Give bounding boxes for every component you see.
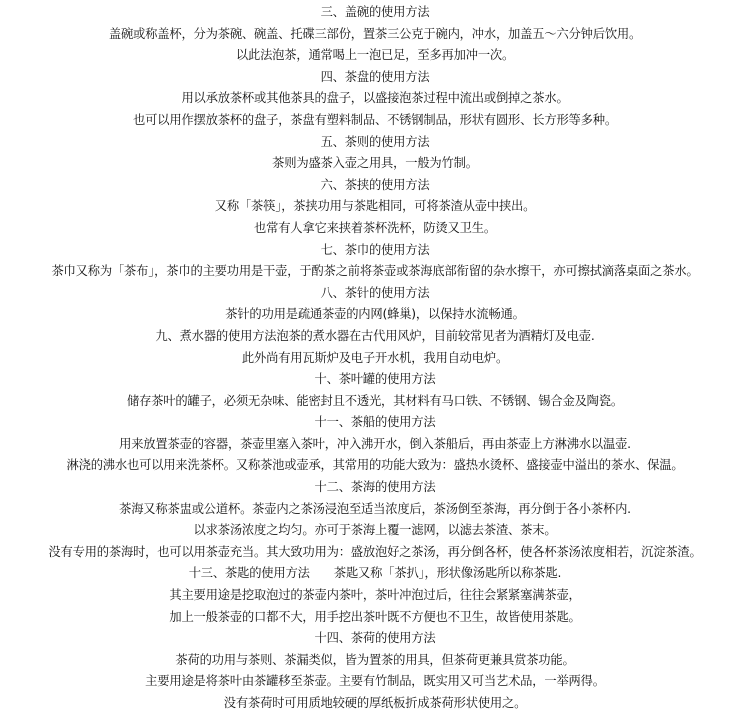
paragraph-line: 十三、茶匙的使用方法 茶匙又称「茶扒」，形状像汤匙所以称茶匙.: [188, 566, 562, 581]
section-heading-tea-pitcher: 十二、茶海的使用方法: [314, 480, 436, 495]
paragraph-line: 没有专用的茶海时，也可以用茶壶充当。其大致功用为：盛放泡好之茶汤，再分倒各杯，使各杯茶汤浓度相若，沉淀茶渣。: [48, 544, 702, 559]
paragraph-line: 茶针的功用是疏通茶壶的内网(蜂巢)，以保持水流畅通。: [225, 307, 525, 322]
paragraph-line: 盖碗或称盖杯，分为茶碗、碗盖、托碟三部份，置茶三公克于碗内，冲水，加盖五～六分钟后饮用。: [108, 26, 642, 41]
section-heading-tea-caddy: 十、茶叶罐的使用方法: [314, 372, 436, 387]
paragraph-line: 没有茶荷时可用质地较硬的厚纸板折成茶荷形状使用之。: [223, 696, 527, 710]
paragraph-line: 九、煮水器的使用方法泡茶的煮水器在古代用风炉，目前较常见者为酒精灯及电壶.: [155, 328, 595, 343]
section-heading-tea-tongs: 六、茶挟的使用方法: [320, 177, 430, 192]
paragraph-line: 也可以用作摆放茶杯的盘子，茶盘有塑料制品、不锈钢制品，形状有圆形、长方形等多种。: [133, 112, 617, 127]
section-heading-tea-scoop: 五、茶则的使用方法: [320, 134, 430, 149]
paragraph-line: 以求茶汤浓度之均匀。亦可于茶海上覆一滤网，以滤去茶渣、茶末。: [193, 523, 557, 538]
paragraph-line: 加上一般茶壶的口都不大，用手挖出茶叶既不方便也不卫生，故皆使用茶匙。: [169, 609, 581, 624]
paragraph-line: 用来放置茶壶的容器，茶壶里塞入茶叶，冲入沸开水，倒入茶船后，再由茶壶上方淋沸水以温壶.: [119, 436, 631, 451]
paragraph-line: 又称「茶筷」，茶挟功用与茶匙相同，可将茶渣从壶中挟出。: [214, 199, 536, 214]
paragraph-line: 茶巾又称为「茶布」，茶巾的主要功用是干壶，于酌茶之前将茶壶或茶海底部衔留的杂水擦干，亦可擦拭滴落桌面之茶水。: [51, 264, 699, 279]
paragraph-line: 主要用途是将茶叶由茶罐移至茶壶。主要有竹制品，既实用又可当艺术品，一举两得。: [145, 674, 605, 689]
section-heading-tea-boat: 十一、茶船的使用方法: [314, 415, 436, 430]
section-heading-tea-needle: 八、茶针的使用方法: [320, 285, 430, 300]
paragraph-line: 茶海又称茶盅或公道杯。茶壶内之茶汤浸泡至适当浓度后，茶汤倒至茶海，再分倒于各小茶杯内.: [119, 501, 631, 516]
section-heading-tea-holder: 十四、茶荷的使用方法: [314, 631, 436, 646]
section-heading-tea-tray: 四、茶盘的使用方法: [320, 69, 430, 84]
paragraph-line: 茶则为盛茶入壶之用具，一般为竹制。: [272, 156, 478, 171]
paragraph-line: 储存茶叶的罐子，必须无杂味、能密封且不透光，其材料有马口铁、不锈钢、锡合金及陶瓷。: [127, 393, 623, 408]
paragraph-line: 也常有人拿它来挟着茶杯洗杯，防烫又卫生。: [254, 220, 496, 235]
document-body: [0, 2, 750, 715]
paragraph-line: 此外尚有用瓦斯炉及电子开水机，我用自动电炉。: [241, 350, 509, 365]
paragraph-line: 淋浇的沸水也可以用来洗茶杯。又称茶池或壶承，其常用的功能大致为：盛热水烫杯、盛接壶中溢出的茶水、保温。: [66, 458, 684, 473]
section-heading-tea-towel: 七、茶巾的使用方法: [320, 242, 430, 257]
paragraph-line: 其主要用途是挖取泡过的茶壶内茶叶，茶叶冲泡过后，往往会紧紧塞满茶壶，: [169, 588, 581, 603]
paragraph-line: 茶荷的功用与茶则、茶漏类似，皆为置茶的用具，但茶荷更兼具赏茶功能。: [175, 652, 575, 667]
paragraph-line: 以此法泡茶，通常喝上一泡已足，至多再加冲一次。: [235, 48, 515, 63]
paragraph-line: 用以承放茶杯或其他茶具的盘子，以盛接泡茶过程中流出或倒掉之茶水。: [181, 91, 569, 106]
section-heading-gaiwan: 三、盖碗的使用方法: [320, 5, 430, 19]
